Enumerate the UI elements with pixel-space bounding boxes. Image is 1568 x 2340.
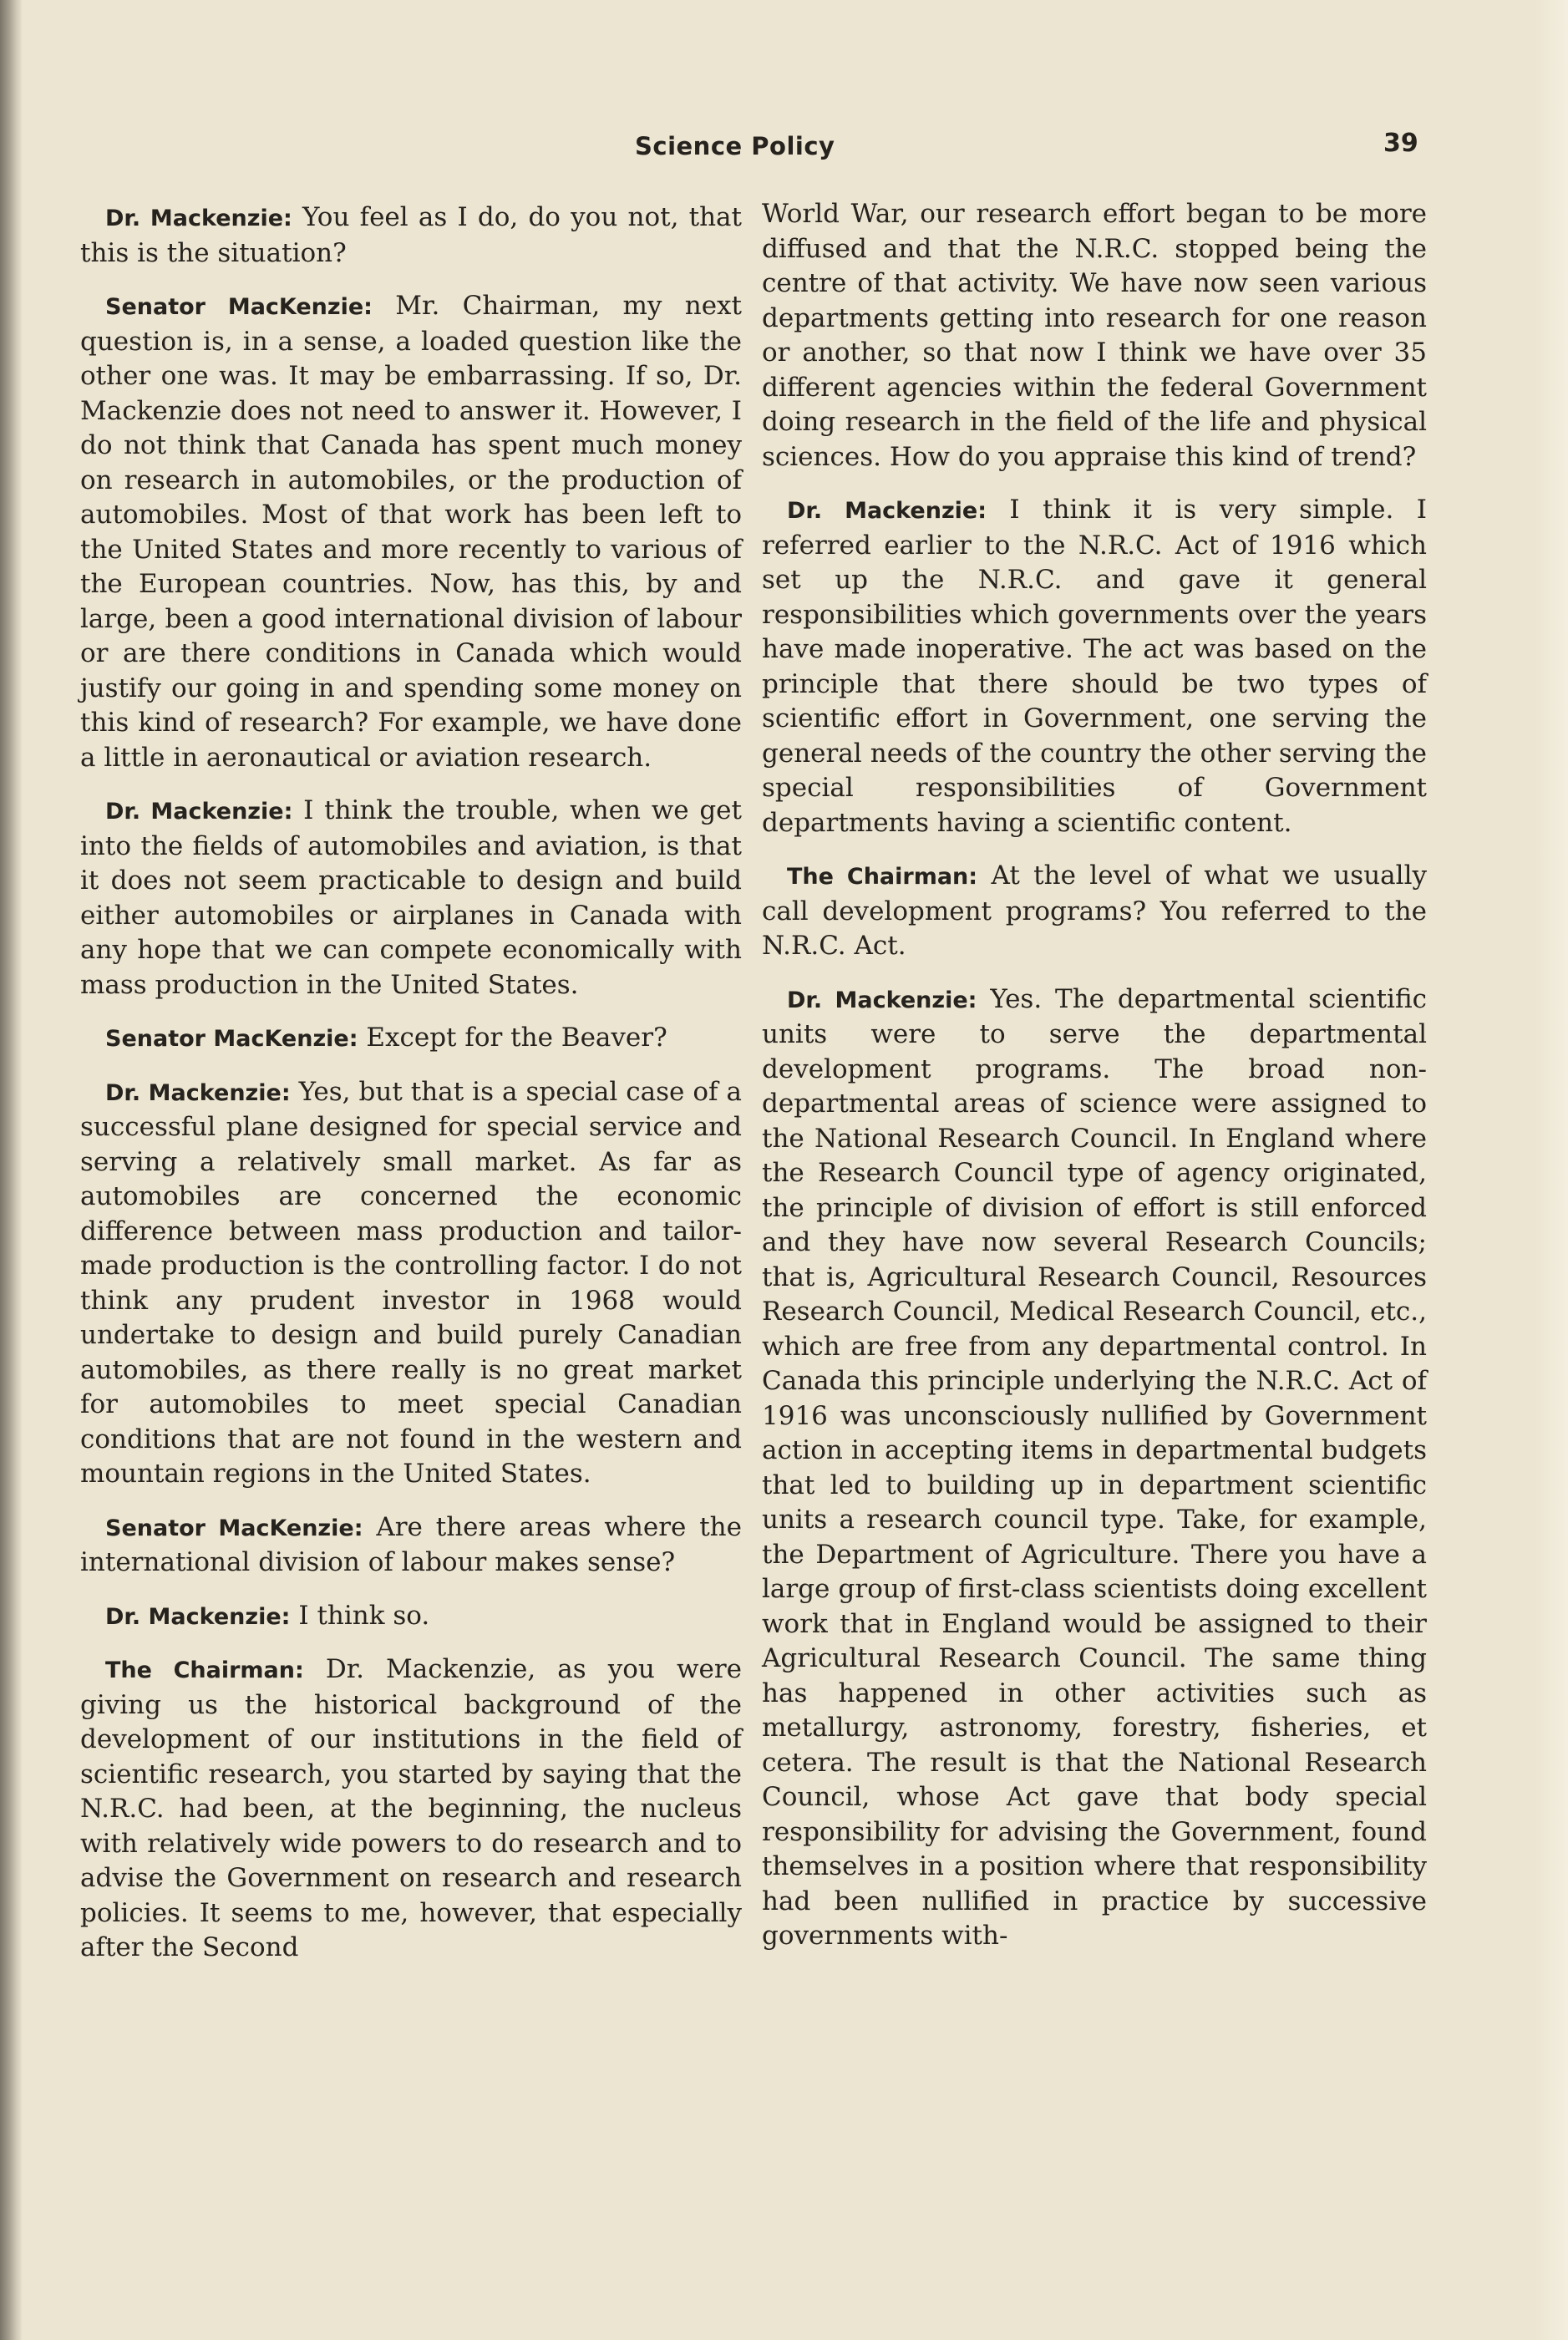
paragraph [762, 859, 1427, 964]
paragraph-text: At the level of what we usually call development programs? You referred to the N.R.C. Act. [762, 860, 1427, 961]
left-column [80, 200, 742, 1984]
paragraph-text: Are there areas where the international division of labour makes sense? [80, 1511, 742, 1577]
paragraph [80, 794, 742, 1002]
paragraph [80, 1075, 742, 1492]
paragraph-continued [762, 197, 1427, 475]
speaker-label: Senator MacKenzie: [105, 1026, 358, 1052]
paragraph-text: I think the trouble, when we get into the fields of automobiles and aviation, is that it does not seem practicable to design and build either automobiles or airplanes in Canada with any hope that we can compete economically with mass production in the United States. [80, 795, 742, 1000]
paragraph [80, 1510, 742, 1581]
paragraph-text: You feel as I do, do you not, that this is the situation? [80, 202, 742, 268]
speaker-label: Dr. Mackenzie: [787, 987, 977, 1013]
paragraph [80, 1652, 742, 1966]
speaker-label: Dr. Mackenzie: [105, 206, 292, 231]
paragraph [80, 200, 742, 271]
speaker-label: Senator MacKenzie: [105, 1515, 363, 1541]
paragraph-text: Dr. Mackenzie, as you were giving us the historical background of the development of our institutions in the field of scientific research, you started by saying that the N.R.C. had been, at the beginning, the nucleus with relatively wide powers to do research and to advise the Government on research and research policies. It seems to me, however, that especially after the Second [80, 1654, 742, 1962]
right-column [762, 197, 1427, 1972]
speaker-label: Dr. Mackenzie: [105, 799, 293, 825]
page-header [0, 129, 1568, 165]
speaker-label: The Chairman: [105, 1657, 304, 1683]
paragraph-text: I think it is very simple. I referred earlier to the N.R.C. Act of 1916 which set up the N.R.C. and gave it general responsibilities which governments over the years have made inoperative. The act was based on the principle that there should be two types of scientific effort in Government, one serving the general needs of the country the other serving the special responsibilities of Government departments having a scientific content. [762, 495, 1427, 838]
book-spine-shadow [0, 0, 22, 2340]
paragraph-text: Yes. The departmental scientific units were to serve the departmental development programs. The broad non-departmental areas of science were assigned to the National Research Council. In England where the Research Council type of agency originated, the principle of division of effort is still enforced and they have now several Research Councils; that is, Agricultural Research Council, Resources Research Council, Medical Research Council, etc., which are free from any departmental control. In Canada this principle underlying the N.R.C. Act of 1916 was unconsciously nullified by Government action in accepting items in departmental budgets that led to building up in department scientific units a research council type. Take, for example, the Department of Agriculture. There you have a large group of first-class scientists doing excellent work that in England would be assigned to their Agricultural Research Council. The same thing has happened in other activities such as metallurgy, astronomy, forestry, fisheries, et cetera. The result is that the National Research Council, whose Act gave that body special responsibility for advising the Government, found themselves in a position where that responsibility had been nullified in practice by successive governments with- [762, 983, 1427, 1951]
paragraph-text: I think so. [290, 1600, 430, 1631]
speaker-label: Dr. Mackenzie: [105, 1079, 291, 1106]
running-title: Science Policy [635, 132, 835, 160]
speaker-label: The Chairman: [787, 864, 978, 890]
paragraph [80, 1599, 742, 1635]
paragraph [762, 982, 1427, 1954]
page-edge [1535, 0, 1568, 2340]
speaker-label: Senator MacKenzie: [105, 294, 373, 320]
paragraph [80, 289, 742, 775]
paragraph-text: World War, our research effort began to be more diffused and that the N.R.C. stopped being the centre of that activity. We have now seen various departments getting into research for one reason or another, so that now I think we have over 35 different agencies within the federal Government doing research in the field of the life and physical sciences. How do you appraise this kind of trend? [762, 199, 1427, 472]
paragraph [80, 1021, 742, 1057]
paragraph-text: Yes, but that is a special case of a successful plane designed for special service and serving a relatively small market. As far as automobiles are concerned the economic difference between mass production and tailor-made production is the controlling factor. I do not think any prudent investor in 1968 would undertake to design and build purely Canadian automobiles, as there really is no great market for automobiles to meet special Canadian conditions that are not found in the western and mountain regions in the United States. [80, 1076, 742, 1489]
paragraph-text: Except for the Beaver? [358, 1023, 667, 1053]
paragraph [762, 493, 1427, 840]
speaker-label: Dr. Mackenzie: [787, 498, 987, 524]
paragraph-text: Mr. Chairman, my next question is, in a sense, a loaded question like the other one was. It may be embarrassing. If so, Dr. Mackenzie does not need to answer it. However, I do not think that Canada has spent much money on research in automobiles, or the production of automobiles. Most of that work has been left to the United States and more recently to various of the European countries. Now, has this, by and large, been a good international division of labour or are there conditions in Canada which would justify our going in and spending some money on this kind of research? For example, we have done a little in aeronautical or aviation research. [80, 291, 742, 773]
page-number: 39 [1383, 129, 1418, 158]
speaker-label: Dr. Mackenzie: [105, 1603, 291, 1630]
